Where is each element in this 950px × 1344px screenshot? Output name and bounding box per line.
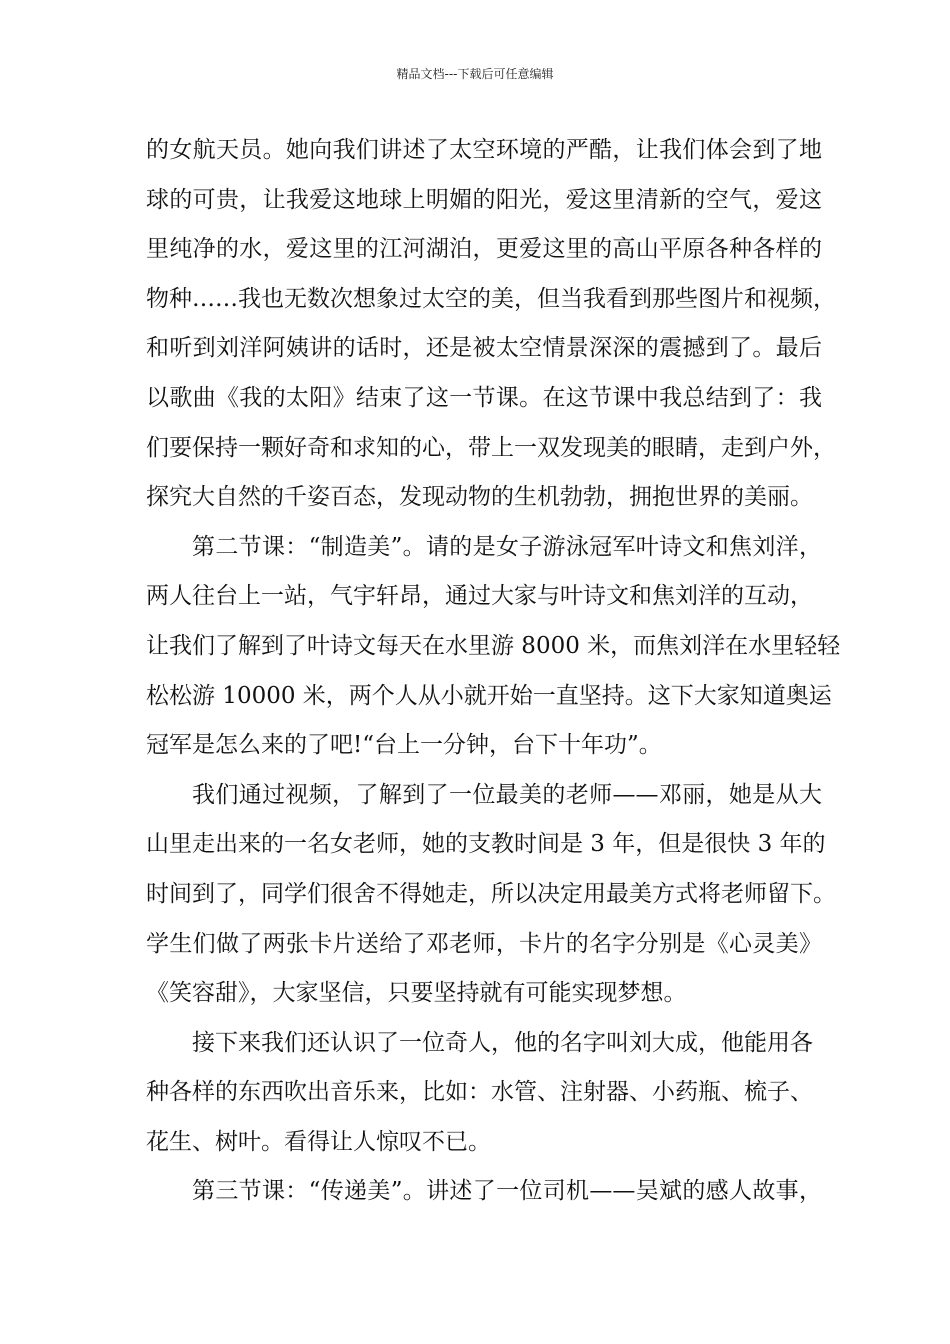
text-line: 种各样的东西吹出音乐来，比如：水管、注射器、小药瓶、梳子、 bbox=[146, 1079, 813, 1106]
text-line: 让我们了解到了叶诗文每天在水里游 8000 米，而焦刘洋在水里轻轻 bbox=[146, 632, 841, 659]
text-line: 学生们做了两张卡片送给了邓老师，卡片的名字分别是《心灵美》 bbox=[146, 930, 822, 957]
text-line: 第二节课：“制造美”。请的是女子游泳冠军叶诗文和焦刘洋， bbox=[192, 533, 822, 560]
text-line: 两人往台上一站，气宇轩昂，通过大家与叶诗文和焦刘洋的互动， bbox=[146, 583, 813, 610]
text-line: 物种……我也无数次想象过太空的美，但当我看到那些图片和视频， bbox=[146, 285, 836, 312]
text-line: 的女航天员。她向我们讲述了太空环境的严酷，让我们体会到了地 bbox=[146, 137, 822, 163]
text-line: 松松游 10000 米，两个人从小就开始一直坚持。这下大家知道奥运 bbox=[146, 682, 832, 709]
text-line: 探究大自然的千姿百态，发现动物的生机勃勃，拥抱世界的美丽。 bbox=[146, 484, 813, 511]
text-line: 《笑容甜》，大家坚信，只要坚持就有可能实现梦想。 bbox=[146, 980, 687, 1007]
text-line: 花生、树叶。看得让人惊叹不已。 bbox=[146, 1128, 491, 1155]
text-line: 球的可贵，让我爱这地球上明媚的阳光，爱这里清新的空气，爱这 bbox=[146, 186, 822, 213]
text-line: 和听到刘洋阿姨讲的话时，还是被太空情景深深的震撼到了。最后 bbox=[146, 335, 822, 362]
page-header: 精品文档---下载后可任意编辑 bbox=[396, 67, 554, 81]
text-line: 时间到了，同学们很舍不得她走，所以决定用最美方式将老师留下。 bbox=[146, 880, 836, 907]
text-line: 冠军是怎么来的了吧!“台上一分钟，台下十年功”。 bbox=[146, 732, 662, 759]
text-line: 以歌曲《我的太阳》结束了这一节课。在这节课中我总结到了：我 bbox=[146, 384, 822, 411]
text-line: 们要保持一颗好奇和求知的心，带上一双发现美的眼睛，走到户外， bbox=[146, 434, 836, 461]
text-line: 山里走出来的一名女老师，她的支教时间是 3 年，但是很快 3 年的 bbox=[146, 831, 826, 858]
text-line: 接下来我们还认识了一位奇人，他的名字叫刘大成，他能用各 bbox=[192, 1029, 813, 1056]
text-line: 里纯净的水，爱这里的江河湖泊，更爱这里的高山平原各种各样的 bbox=[146, 236, 822, 263]
text-line: 第三节课：“传递美”。讲述了一位司机——吴斌的感人故事， bbox=[192, 1178, 822, 1205]
document-body bbox=[146, 126, 841, 1217]
text-line: 我们通过视频，了解到了一位最美的老师——邓丽，她是从大 bbox=[192, 781, 822, 808]
